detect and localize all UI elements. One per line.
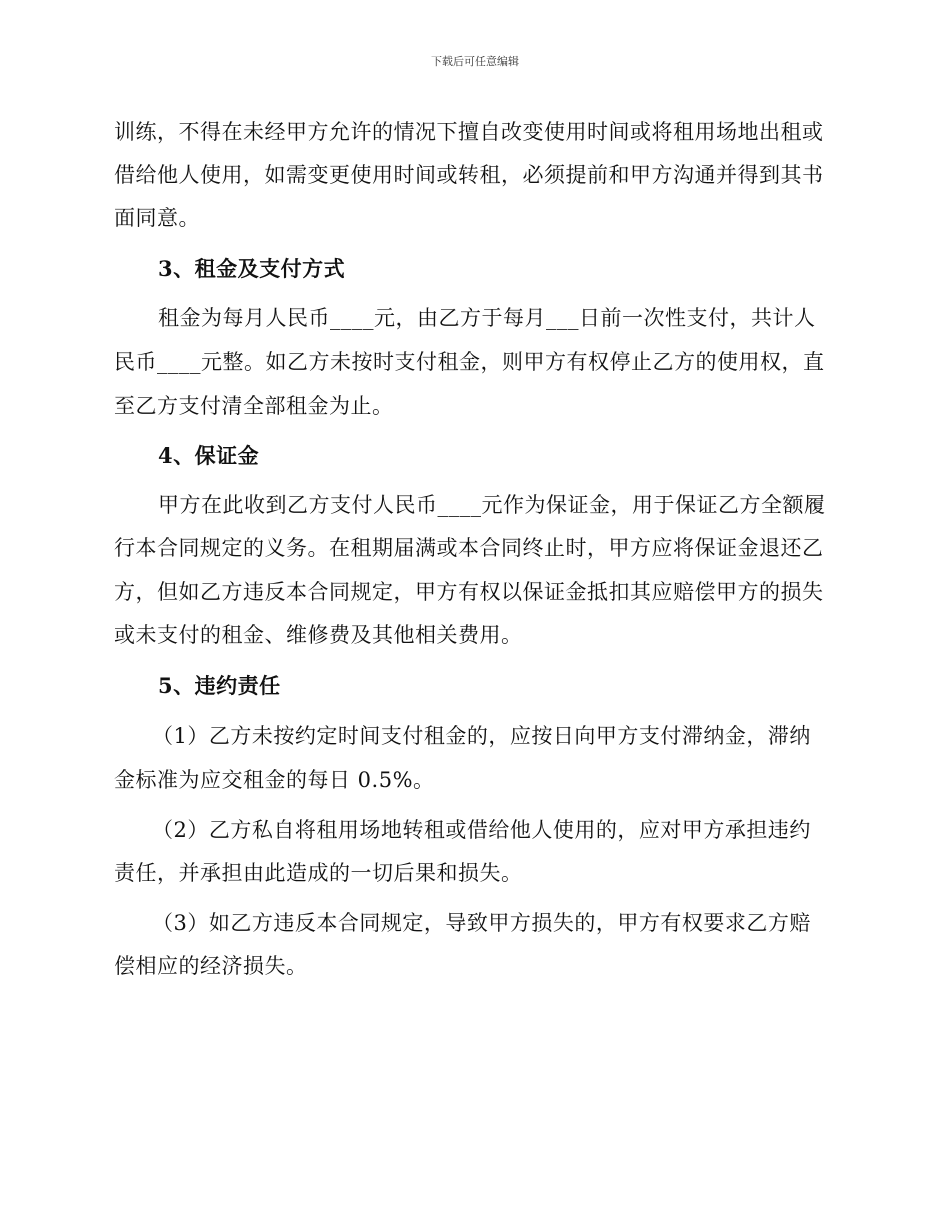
- paragraph-line: 借给他人使用，如需变更使用时间或转租，必须提前和甲方沟通并得到其书: [114, 163, 824, 187]
- paragraph-line: 甲方在此收到乙方支付人民币____元作为保证金，用于保证乙方全额履: [158, 493, 826, 517]
- paragraph-line: 民币____元整。如乙方未按时支付租金，则甲方有权停止乙方的使用权，直: [114, 350, 825, 374]
- paragraph-line: 面同意。: [114, 206, 200, 230]
- section-heading-rent: 3、租金及支付方式: [158, 256, 346, 281]
- paragraph-line: （3）如乙方违反本合同规定，导致甲方损失的，甲方有权要求乙方赔: [152, 911, 811, 935]
- paragraph-line: 至乙方支付清全部租金为止。: [114, 394, 394, 418]
- paragraph-line: 训练，不得在未经甲方允许的情况下擅自改变使用时间或将租用场地出租或: [114, 120, 824, 144]
- paragraph-line: 金标准为应交租金的每日 0.5%。: [114, 768, 435, 792]
- paragraph-line: 行本合同规定的义务。在租期届满或本合同终止时，甲方应将保证金退还乙: [114, 536, 824, 560]
- paragraph-line: （1）乙方未按约定时间支付租金的，应按日向甲方支付滞纳金，滞纳: [152, 724, 811, 748]
- paragraph-line: 方，但如乙方违反本合同规定，甲方有权以保证金抵扣其应赔偿甲方的损失: [114, 580, 824, 604]
- section-heading-deposit: 4、保证金: [158, 443, 260, 468]
- paragraph-line: （2）乙方私自将租用场地转租或借给他人使用的，应对甲方承担违约: [152, 818, 811, 842]
- paragraph-line: 偿相应的经济损失。: [114, 954, 308, 978]
- paragraph-line: 租金为每月人民币____元，由乙方于每月___日前一次性支付，共计人: [158, 306, 816, 330]
- paragraph-line: 或未支付的租金、维修费及其他相关费用。: [114, 623, 523, 647]
- page-header: 下载后可任意编辑: [431, 55, 519, 68]
- section-heading-breach: 5、违约责任: [158, 673, 281, 698]
- paragraph-line: 责任，并承担由此造成的一切后果和损失。: [114, 861, 523, 885]
